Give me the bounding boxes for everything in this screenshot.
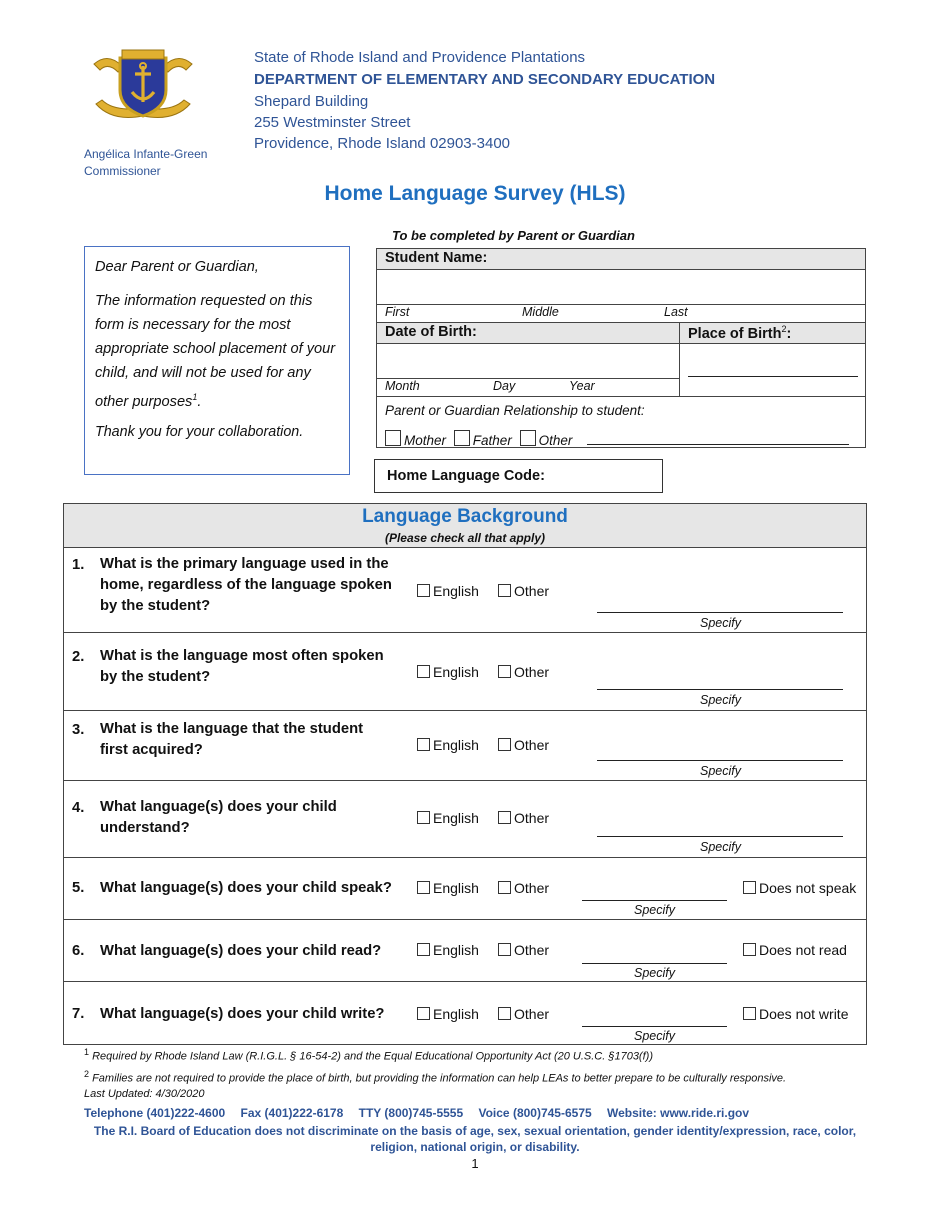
q7-specify-line[interactable] (582, 1026, 727, 1027)
header-building: Shepard Building (254, 93, 369, 110)
q4-other-checkbox[interactable] (498, 811, 511, 824)
last-name-caption: Last (664, 305, 688, 319)
other-relationship-line[interactable] (587, 444, 849, 445)
header-street: 255 Westminster Street (254, 114, 411, 131)
parent-letter-box (84, 246, 350, 475)
question-1-text: What is the primary language used in the home, regardless of the language spoken by the student? (100, 556, 392, 614)
year-caption: Year (569, 379, 595, 393)
mother-checkbox[interactable] (385, 430, 401, 446)
language-background-header (64, 504, 866, 547)
nondiscrimination-statement: The R.I. Board of Education does not discriminate on the basis of age, sex, sexual orientation, gender identity/expression, race, color, religion, national origin, or disability. (93, 1124, 857, 1154)
q5-other-checkbox[interactable] (498, 881, 511, 894)
q7-other-checkbox[interactable] (498, 1007, 511, 1020)
question-3-text: What is the language that the student first acquired? (100, 721, 364, 758)
header-state: State of Rhode Island and Providence Plantations (254, 49, 586, 66)
q7-english-checkbox[interactable] (417, 1007, 430, 1020)
footnote-2: $^2$ Families are not required to provide the place of birth, but providing the information can help LEAs to better prepare to be culturally responsive. (84, 1069, 787, 1085)
commissioner-title: Commissioner (84, 164, 161, 178)
commissioner-name: Angélica Infante-Green (84, 147, 208, 161)
q2-english-checkbox[interactable] (417, 665, 430, 678)
header-department: DEPARTMENT OF ELEMENTARY AND SECONDARY EDUCATION (254, 71, 716, 88)
q6-other-checkbox[interactable] (498, 943, 511, 956)
relationship-options (385, 430, 572, 448)
language-background-title: Language Background (362, 506, 568, 527)
q2-other-checkbox[interactable] (498, 665, 511, 678)
letter-greeting: Dear Parent or Guardian, (95, 259, 259, 275)
relationship-label: Parent or Guardian Relationship to student: (385, 403, 645, 418)
question-7-text: What language(s) does your child write? (100, 1006, 385, 1022)
first-name-caption: First (385, 305, 410, 319)
other-relationship-label: Other (538, 433, 573, 448)
letter-body: The information requested on this form is necessary for the most appropriate school placement of your child, and will not be used for any other purposes$^1$. (95, 293, 336, 410)
month-caption: Month (385, 379, 420, 393)
q5-does-not-speak-checkbox[interactable] (743, 881, 756, 894)
other-relationship-checkbox[interactable] (520, 430, 536, 446)
father-checkbox[interactable] (454, 430, 470, 446)
header-city: Providence, Rhode Island 02903-3400 (254, 135, 511, 152)
q7-does-not-write-checkbox[interactable] (743, 1007, 756, 1020)
contact-voice: Voice (800)745-6575 (478, 1106, 592, 1120)
question-4-text: What language(s) does your child understand? (100, 799, 337, 836)
question-2-text: What is the language most often spoken by the student? (100, 648, 384, 685)
commissioner-block (84, 146, 207, 180)
footnote-1: $^1$ Required by Rhode Island Law (R.I.G.L. § 16-54-2) and the Equal Educational Opportunity Act (20 U.S.C. §1703(f)) (84, 1047, 653, 1063)
day-caption: Day (493, 379, 516, 393)
q4-english-checkbox[interactable] (417, 811, 430, 824)
page-number: 1 (471, 1156, 479, 1171)
home-language-code-label: Home Language Code: (387, 468, 545, 484)
contact-line (84, 1106, 749, 1120)
q6-english-checkbox[interactable] (417, 943, 430, 956)
student-name-header (377, 249, 865, 269)
father-label: Father (472, 433, 512, 448)
completed-by-note: To be completed by Parent or Guardian (392, 228, 635, 243)
language-background-subtitle: (Please check all that apply) (384, 531, 546, 545)
q1-english-checkbox[interactable] (417, 584, 430, 597)
q6-does-not-read-checkbox[interactable] (743, 943, 756, 956)
contact-website[interactable]: Website: www.ride.ri.gov (607, 1106, 750, 1120)
q6-specify-line[interactable] (582, 963, 727, 964)
q4-specify-line[interactable] (597, 836, 843, 837)
q2-specify-line[interactable] (597, 689, 843, 690)
contact-tty: TTY (800)745-5555 (358, 1106, 464, 1120)
student-name-label: Student Name: (385, 250, 488, 266)
page-title: Home Language Survey (HLS) (324, 182, 626, 205)
last-updated: Last Updated: 4/30/2020 (84, 1088, 205, 1100)
q3-other-checkbox[interactable] (498, 738, 511, 751)
middle-name-caption: Middle (522, 305, 559, 319)
dob-label: Date of Birth: (385, 324, 477, 340)
contact-fax: Fax (401)222-6178 (240, 1106, 344, 1120)
q5-specify-line[interactable] (582, 900, 727, 901)
pob-label: Place of Birth$^2$: (688, 324, 792, 342)
question-6-text: What language(s) does your child read? (100, 943, 382, 959)
home-language-code-box[interactable] (374, 459, 663, 493)
letter-thanks: Thank you for your collaboration. (95, 423, 304, 440)
q1-specify-line[interactable] (597, 612, 843, 613)
mother-label: Mother (404, 433, 447, 448)
state-seal-logo (92, 46, 194, 124)
student-name-input[interactable] (377, 270, 865, 304)
dob-input[interactable] (377, 344, 679, 378)
q1-other-checkbox[interactable] (498, 584, 511, 597)
q3-specify-line[interactable] (597, 760, 843, 761)
student-info-table (376, 248, 866, 448)
pob-input-line[interactable] (688, 376, 858, 377)
language-background-table: Language Background (Please check all that apply) 1. What is the primary language used in the home, regardless of the language spoken by the student? English Other Specify 2. What is the language most often spoken by the student? English Other Specify 3. What is the language that the student first acquired? English Other Specify 4. What language(s) does your child understand? English Other Specify 5. What language(s) does your child speak? English Other Specify Does not speak 6. What language(s) does your child read? English Other Specify Does not read 7. What language(s) does your child write? English Other Specify Does not write (63, 503, 867, 1045)
q3-english-checkbox[interactable] (417, 738, 430, 751)
contact-telephone: Telephone (401)222-4600 (84, 1106, 226, 1120)
question-5-text: What language(s) does your child speak? (100, 880, 392, 896)
q5-english-checkbox[interactable] (417, 881, 430, 894)
